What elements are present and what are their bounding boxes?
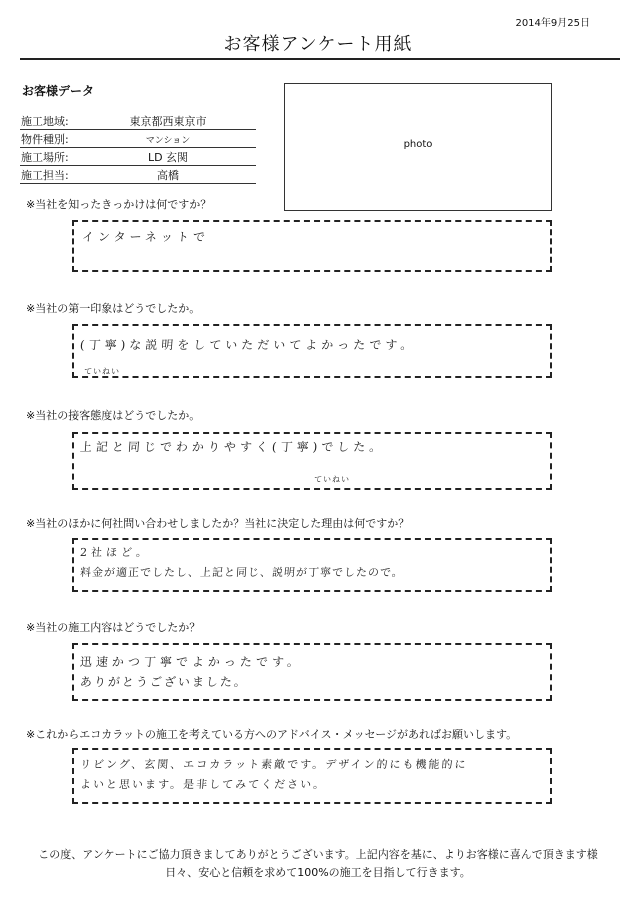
question-heading: ※これからエコカラットの施工を考えている方へのアドバイス・メッセージがあればお願いします。 [26, 728, 518, 741]
question-heading: ※当社の第一印象はどうでしたか。 [26, 302, 201, 315]
handwritten-answer: (丁寧)な説明をしていただいてよかったです。 [79, 338, 417, 352]
title-underline [20, 58, 620, 60]
handwritten-answer: インターネットで [81, 230, 210, 244]
survey-date: 2014年9月25日 [515, 18, 590, 29]
customer-row-area [20, 111, 256, 130]
question-heading: ※当社の接客態度はどうでしたか。 [26, 409, 201, 422]
page-title: お客様アンケート用紙 [223, 34, 413, 55]
handwritten-answer: 迅速かつ丁寧でよかったです。 [79, 655, 304, 669]
handwritten-answer: リビング、玄関、エコカラット素敵です。デザイン的にも機能的に [79, 758, 468, 771]
customer-row-location [20, 147, 256, 166]
handwritten-answer: 上記と同じでわかりやすく(丁寧)でした。 [79, 440, 386, 454]
answer-box [72, 324, 552, 378]
footer-message-line-1: この度、アンケートにご協力頂きましてありがとうございます。上記内容を基に、よりお客様に喜んで頂きます様 [38, 848, 598, 861]
customer-value: 高橋 [157, 169, 179, 182]
photo-label: photo [403, 139, 433, 150]
furigana-annotation: ていねい [313, 475, 351, 484]
photo-placeholder [284, 83, 552, 211]
customer-value: LD 玄関 [147, 151, 189, 164]
customer-value: 東京都西東京市 [129, 115, 207, 128]
answer-box [72, 220, 552, 272]
furigana-annotation: ていねい [83, 367, 121, 376]
question-heading: ※当社のほかに何社問い合わせしましたか？当社に決定した理由は何ですか？ [26, 517, 410, 530]
handwritten-answer: 2社ほど。 [79, 546, 152, 559]
answer-box [72, 538, 552, 592]
customer-row-staff [20, 165, 256, 184]
customer-label: 施工場所: [21, 151, 69, 164]
customer-value: マンション [145, 136, 191, 146]
question-heading: ※当社を知ったきっかけは何ですか？ [26, 198, 212, 211]
answer-box [72, 432, 552, 490]
answer-box [72, 748, 552, 804]
handwritten-answer: ありがとうございました。 [79, 675, 249, 689]
footer-message-line-2: 日々、安心と信頼を求めて100%の施工を目指して行きます。 [165, 866, 471, 879]
customer-row-type [20, 129, 256, 148]
customer-label: 物件種別: [21, 133, 69, 146]
question-heading: ※当社の施工内容はどうでしたか？ [26, 621, 201, 634]
handwritten-answer: 料金が適正でしたし、上記と同じ、説明が丁寧でしたので。 [79, 566, 405, 579]
customer-label: 施工担当: [21, 169, 69, 182]
handwritten-answer: よいと思います。是非してみてください。 [79, 778, 327, 791]
customer-label: 施工地域: [21, 115, 69, 128]
answer-box [72, 643, 552, 701]
customer-data-heading: お客様データ [22, 84, 95, 98]
